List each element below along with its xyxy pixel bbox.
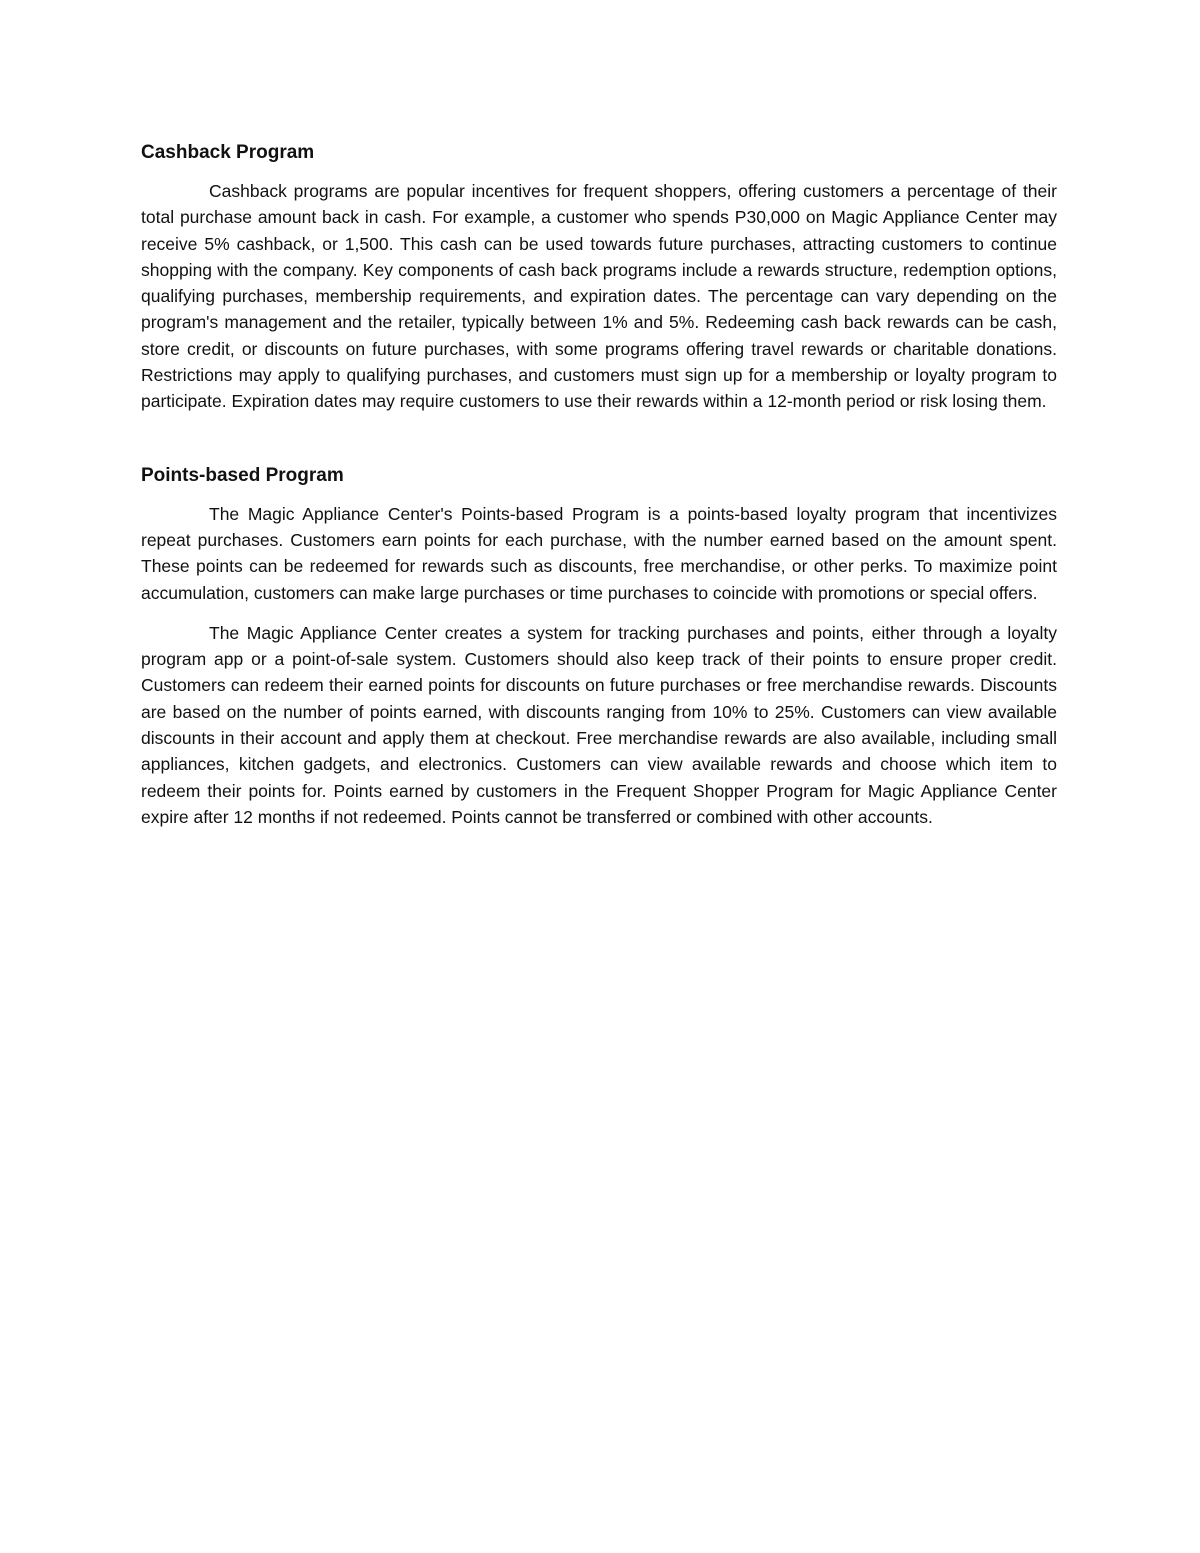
- section-cashback-program: [141, 140, 1057, 415]
- paragraph: The Magic Appliance Center creates a system for tracking purchases and points, either through a loyalty program app or a point-of-sale system. Customers should also keep track of their points to ensure proper credit. Customers can redeem their earned points for discounts on future purchases or free merchandise rewards. Discounts are based on the number of points earned, with discounts ranging from 10% to 25%. Customers can view available discounts in their account and apply them at checkout. Free merchandise rewards are also available, including small appliances, kitchen gadgets, and electronics. Customers can view available rewards and choose which item to redeem their points for. Points earned by customers in the Frequent Shopper Program for Magic Appliance Center expire after 12 months if not redeemed. Points cannot be transferred or combined with other accounts.: [141, 622, 1057, 827]
- document-body: [141, 140, 1057, 844]
- section-heading: Cashback Program: [141, 142, 315, 163]
- paragraph: Cashback programs are popular incentives for frequent shoppers, offering customers a percentage of their total purchase amount back in cash. For example, a customer who spends P30,000 on Magic Appliance Center may receive 5% cashback, or 1,500. This cash can be used towards future purchases, attracting customers to continue shopping with the company. Key components of cash back programs include a rewards structure, redemption options, qualifying purchases, membership requirements, and expiration dates. The percentage can vary depending on the program's management and the retailer, typically between 1% and 5%. Redeeming cash back rewards can be cash, store credit, or discounts on future purchases, with some programs offering travel rewards or charitable donations. Restrictions may apply to qualifying purchases, and customers must sign up for a membership or loyalty program to participate. Expiration dates may require customers to use their rewards within a 12-month period or risk losing them.: [141, 181, 1057, 412]
- section-points-based-program: [141, 463, 1057, 831]
- paragraph: The Magic Appliance Center's Points-based Program is a points-based loyalty program that incentivizes repeat purchases. Customers earn points for each purchase, with the number earned based on the amount spent. These points can be redeemed for rewards such as discounts, free merchandise, or other perks. To maximize point accumulation, customers can make large purchases or time purchases to coincide with promotions or special offers.: [141, 503, 1057, 603]
- section-heading: Points-based Program: [141, 464, 344, 486]
